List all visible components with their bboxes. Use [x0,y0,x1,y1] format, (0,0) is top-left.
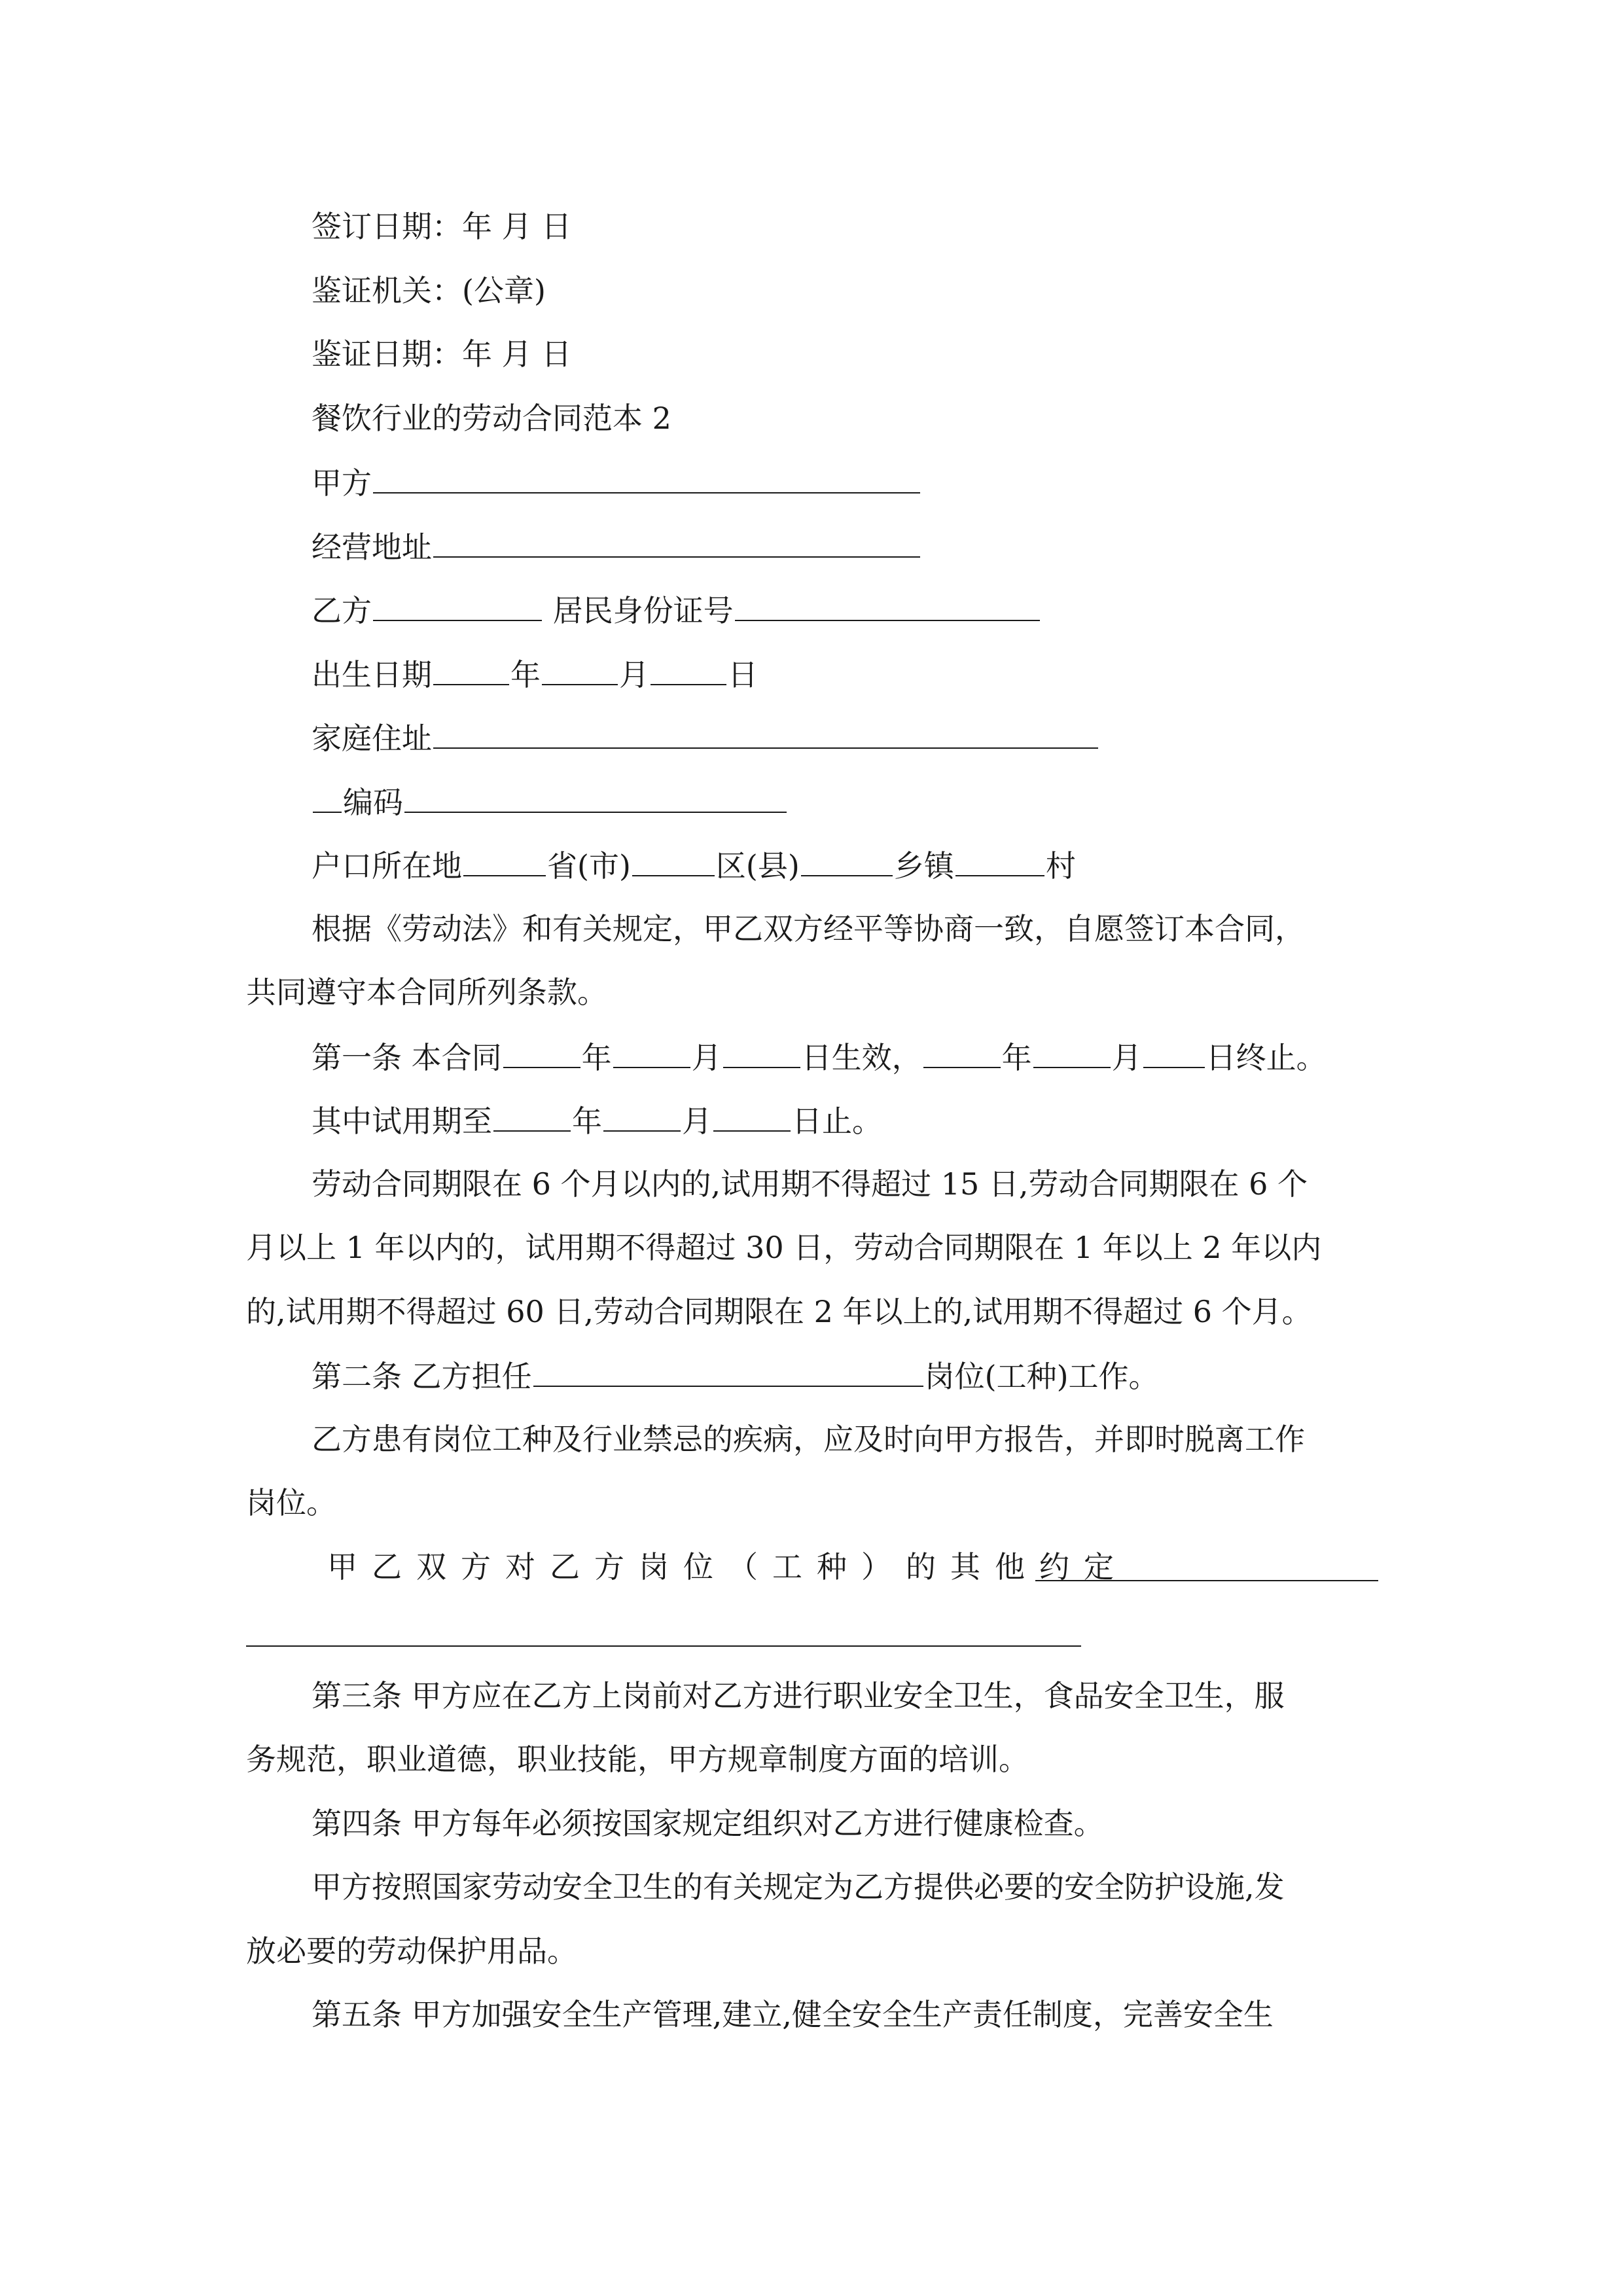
birth-label: 出生日期 [312,657,432,692]
trial-prefix: 其中试用期至 [312,1103,492,1139]
article-2-suffix: 岗位(工种)工作。 [924,1359,1159,1394]
birth-month-blank [542,654,618,685]
article-1-prefix: 第一条 本合同 [312,1040,502,1075]
art1-start-month-label: 月 [691,1040,722,1075]
hukou-label: 户口所在地 [312,848,462,884]
trial-month-blank [603,1100,681,1132]
birth-year-blank [433,654,509,685]
party-b-blank [373,590,542,621]
art1-end-day-blank [1143,1037,1205,1068]
birth-day-blank [651,654,726,685]
art1-start-year-label: 年 [581,1040,612,1075]
home-address-line [312,717,1378,757]
article-2-line [312,1355,1378,1395]
other-agreement-blank-2 [246,1645,1081,1647]
birth-line [312,654,1378,693]
article-5-line: 第五条 甲方加强安全生产管理,建立,健全安全生产责任制度，完善安全生 [312,1997,1274,2032]
birth-year-label: 年 [510,657,541,692]
hukou-province-blank [463,845,546,876]
hukou-province-label: 省(市) [547,848,631,884]
article-4-line: 第四条 甲方每年必须按国家规定组织对乙方进行健康检查。 [312,1806,1104,1841]
id-no-label: 居民身份证号 [552,593,734,628]
art1-start-month-blank [613,1037,690,1068]
art1-end-month-label: 月 [1111,1040,1142,1075]
other-agreement-blank [1035,1580,1378,1581]
trial-rule-line-2: 月以上 1 年以内的，试用期不得超过 30 日，劳动合同期限在 1 年以上 2 年以内 [246,1230,1322,1265]
authentication-date: 鉴证日期：年 月 日 [312,336,572,372]
art1-end-year-label: 年 [1001,1040,1032,1075]
birth-month-label: 月 [619,657,649,692]
biz-address-blank [433,526,920,558]
hukou-district-label: 区(县) [715,848,800,884]
party-a-line [312,462,1378,501]
party-b-label: 乙方 [312,593,372,628]
contract-title: 餐饮行业的劳动合同范本 2 [312,401,671,436]
trial-year-blank [493,1100,571,1132]
trial-day-blank [713,1100,791,1132]
disease-line-1: 乙方患有岗位工种及行业禁忌的疾病，应及时向甲方报告，并即时脱离工作 [312,1422,1305,1457]
hukou-village-label: 村 [1045,848,1076,884]
article-1-line [312,1037,1378,1076]
art1-end-label: 日终止。 [1205,1040,1327,1075]
article-2-prefix: 第二条 乙方担任 [312,1359,532,1394]
party-b-line [312,590,1378,629]
authentication-org: 鉴证机关：(公章) [312,273,546,308]
hukou-town-blank [801,845,893,876]
art1-effective-label: 日生效， [801,1040,922,1075]
biz-address-label: 经营地址 [312,529,432,565]
home-address-blank [433,717,1098,749]
hukou-village-blank [955,845,1044,876]
art1-end-month-blank [1033,1037,1111,1068]
trial-rule-line-1: 劳动合同期限在 6 个月以内的,试用期不得超过 15 日,劳动合同期限在 6 个 [312,1166,1308,1202]
intro-line-1: 根据《劳动法》和有关规定，甲乙双方经平等协商一致，自愿签订本合同， [312,911,1305,946]
sign-date: 签订日期：年 月 日 [312,209,572,244]
postcode-line [312,781,1378,821]
article-3-line-1: 第三条 甲方应在乙方上岗前对乙方进行职业安全卫生，食品安全卫生，服 [312,1678,1285,1713]
trial-month-label: 月 [682,1103,712,1139]
art1-start-year-blank [503,1037,580,1068]
trial-year-label: 年 [572,1103,602,1139]
intro-line-2: 共同遵守本合同所列条款。 [246,975,607,1010]
article-3-line-2: 务规范，职业道德，职业技能，甲方规章制度方面的培训。 [246,1742,1029,1777]
other-agreement-label: 甲乙双方对乙方岗位（工种）的其他约定 [327,1549,1128,1585]
id-no-blank [735,590,1040,621]
postcode-prefix-blank [313,781,342,813]
hukou-district-blank [632,845,715,876]
safety-line-2: 放必要的劳动保护用品。 [246,1933,577,1969]
hukou-town-label: 乡镇 [893,848,954,884]
birth-day-label: 日 [728,657,758,692]
post-blank [533,1355,923,1387]
safety-line-1: 甲方按照国家劳动安全卫生的有关规定为乙方提供必要的安全防护设施,发 [312,1869,1285,1905]
home-address-label: 家庭住址 [312,721,432,756]
trial-period-line [312,1100,1378,1139]
party-a-label: 甲方 [312,465,372,501]
postcode-blank [404,781,787,813]
postcode-label: 编码 [343,785,403,820]
hukou-line [312,845,1378,884]
disease-line-2: 岗位。 [246,1485,336,1520]
art1-end-year-blank [923,1037,1001,1068]
art1-start-day-blank [723,1037,800,1068]
trial-end-label: 日止。 [792,1103,882,1139]
biz-address-line [312,526,1378,565]
trial-rule-line-3: 的,试用期不得超过 60 日,劳动合同期限在 2 年以上的,试用期不得超过 6 个月。 [246,1294,1312,1329]
party-a-blank [373,462,920,493]
